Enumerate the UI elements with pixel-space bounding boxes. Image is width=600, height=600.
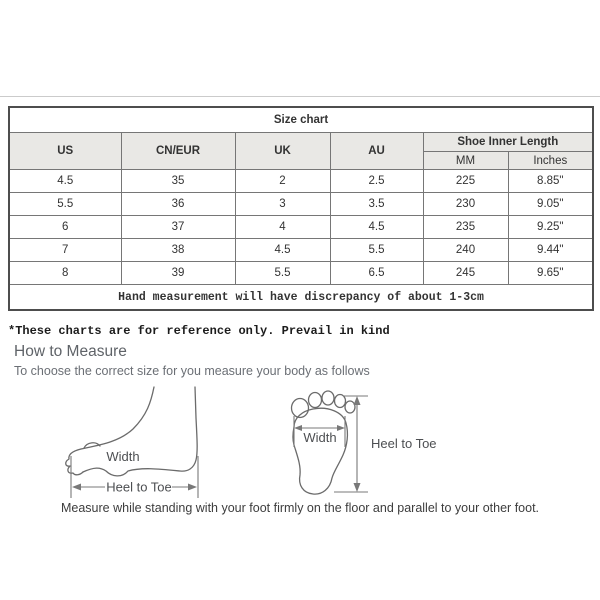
cell-us: 6 <box>9 216 121 239</box>
column-header-uk: UK <box>235 133 330 170</box>
foot-side-view-diagram <box>66 387 198 498</box>
table-row <box>9 193 593 216</box>
side-view-heel-to-toe-label: Heel to Toe <box>106 479 172 495</box>
top-view-heel-to-toe-label: Heel to Toe <box>371 436 437 451</box>
table-footnote-row <box>9 285 593 311</box>
cell-inches: 8.85" <box>508 170 593 193</box>
cell-us: 5.5 <box>9 193 121 216</box>
cell-uk: 2 <box>235 170 330 193</box>
column-header-inches: Inches <box>508 152 593 170</box>
cell-inches: 9.65" <box>508 262 593 285</box>
cell-us: 7 <box>9 239 121 262</box>
how-to-measure-subtitle: To choose the correct size for you measure your body as follows <box>14 364 370 378</box>
cell-cneur: 36 <box>121 193 235 216</box>
cell-au: 5.5 <box>330 239 423 262</box>
size-chart-table <box>8 106 594 311</box>
section-divider <box>0 96 600 97</box>
column-header-mm: MM <box>423 152 508 170</box>
cell-mm: 245 <box>423 262 508 285</box>
table-row <box>9 170 593 193</box>
how-to-measure-heading: How to Measure <box>14 343 127 360</box>
column-header-cneur: CN/EUR <box>121 133 235 170</box>
table-title-row <box>9 107 593 133</box>
cell-cneur: 35 <box>121 170 235 193</box>
cell-uk: 4 <box>235 216 330 239</box>
cell-cneur: 38 <box>121 239 235 262</box>
cell-inches: 9.25" <box>508 216 593 239</box>
column-header-au: AU <box>330 133 423 170</box>
cell-mm: 225 <box>423 170 508 193</box>
cell-au: 2.5 <box>330 170 423 193</box>
measurement-discrepancy-note: Hand measurement will have discrepancy of about 1-3cm <box>9 285 593 311</box>
reference-disclaimer: *These charts are for reference only. Prevail in kind <box>8 324 390 338</box>
cell-mm: 235 <box>423 216 508 239</box>
cell-us: 4.5 <box>9 170 121 193</box>
cell-us: 8 <box>9 262 121 285</box>
foot-top-view-diagram <box>292 391 437 494</box>
cell-uk: 5.5 <box>235 262 330 285</box>
cell-cneur: 39 <box>121 262 235 285</box>
measurement-diagrams <box>0 380 600 505</box>
table-row <box>9 216 593 239</box>
column-header-shoe-inner-length: Shoe Inner Length <box>423 133 593 152</box>
measure-instruction: Measure while standing with your foot firmly on the floor and parallel to your other foot. <box>60 501 540 515</box>
top-view-width-label: Width <box>303 430 337 445</box>
cell-au: 6.5 <box>330 262 423 285</box>
table-row <box>9 262 593 285</box>
cell-au: 4.5 <box>330 216 423 239</box>
cell-mm: 240 <box>423 239 508 262</box>
cell-mm: 230 <box>423 193 508 216</box>
cell-au: 3.5 <box>330 193 423 216</box>
table-row <box>9 239 593 262</box>
size-chart-title: Size chart <box>9 107 593 133</box>
cell-cneur: 37 <box>121 216 235 239</box>
cell-uk: 3 <box>235 193 330 216</box>
cell-inches: 9.05" <box>508 193 593 216</box>
cell-uk: 4.5 <box>235 239 330 262</box>
table-header-row <box>9 133 593 152</box>
column-header-us: US <box>9 133 121 170</box>
cell-inches: 9.44" <box>508 239 593 262</box>
side-view-width-label: Width <box>106 449 140 464</box>
